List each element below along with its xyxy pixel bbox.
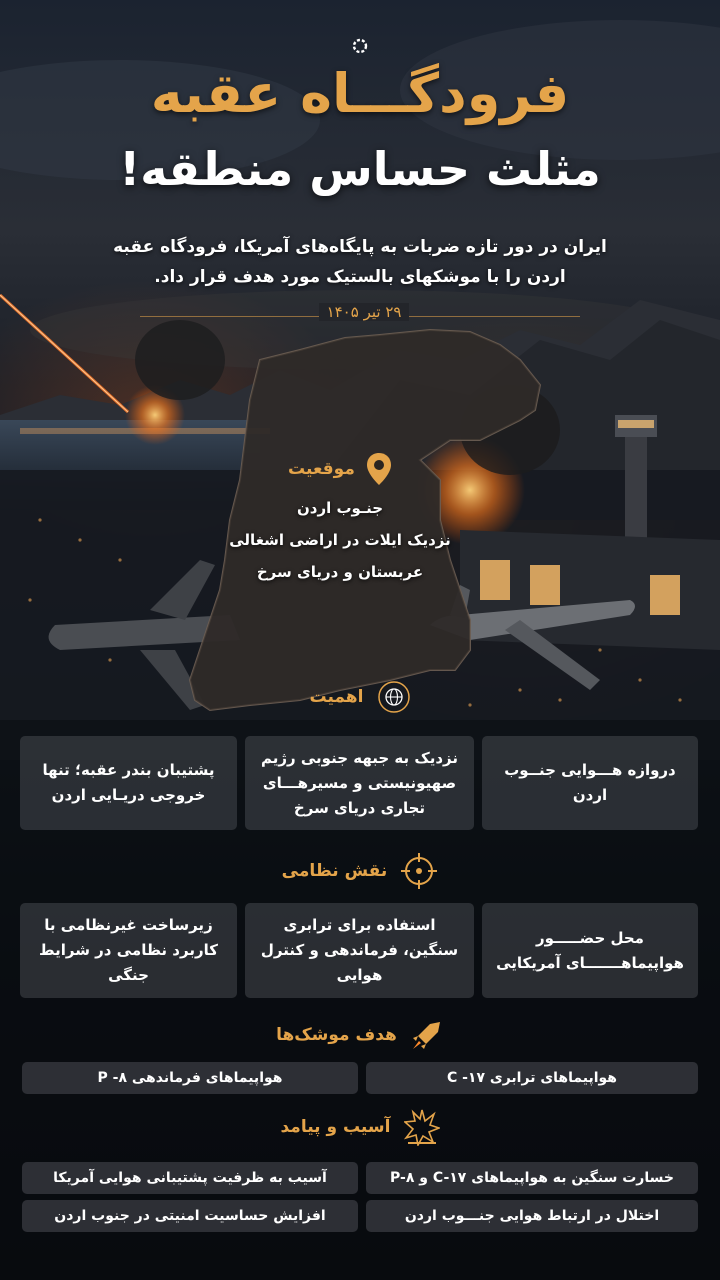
damage-item: خسارت سنگین به هواپیماهای C-۱۷ و P-۸ [366,1162,698,1194]
missile-icon [410,1018,444,1052]
targets-title: هدف موشک‌ها [276,1025,397,1045]
globe-icon [377,680,411,714]
target-item: هواپیماهای فرماندهی ۸- P [22,1062,358,1094]
damage-item: اختلال در ارتباط هوایی جنـــوب اردن [366,1200,698,1232]
damage-title: آسیب و پیامد [280,1117,391,1137]
location-line: جنـوب اردن [296,499,384,517]
targets-header [0,1018,720,1052]
location-title: موقعیت [288,459,355,479]
location-pin-icon [366,452,392,486]
page-title: فرودگـــاه عقبه [150,62,570,125]
damage-item: افزایش حساسیت امنیتی در جنوب اردن [22,1200,358,1232]
location-line: نزدیک ایلات در اراضی اشغالی [229,531,451,549]
target-item: هواپیماهای ترابری C -۱۷ [366,1062,698,1094]
military-card: استفاده برای ترابری سنگین، فرماندهی و کنترل هوایی [245,903,474,998]
intro-text: ایران در دور تازه ضربات به پایگاه‌های آمریکا، فرودگاه عقبه اردن را با موشکهای بالستیک مورد هدف قرار داد. [113,237,607,287]
military-header [0,852,720,890]
logo-icon [352,38,368,54]
importance-card: پشتیبان بندر عقبه؛ تنها خروجی دریـایی اردن [20,736,237,830]
location-section [190,452,490,588]
location-header [190,452,490,486]
date-label [310,303,418,321]
importance-card: نزدیک به جبهه جنوبی رژیم صهیونیستی و مسیرهـــای تجاری دریای سرخ [245,736,474,830]
damage-header [0,1108,720,1146]
date-text: ۲۹ تیر ۱۴۰۵ [319,303,410,321]
military-card: زیرساخت غیرنظامی با کاربرد نظامی در شرایط جنگی [20,903,237,998]
location-line: عربستان و دریای سرخ [256,563,424,581]
importance-title: اهمیت [309,687,364,707]
crosshair-icon [400,852,438,890]
explosion-icon [404,1108,440,1146]
damage-item: آسیب به ظرفیت پشتیبانی هوایی آمریکا [22,1162,358,1194]
military-card: محل حضـــــور هواپیماهـــــــای آمریکایی [482,903,698,998]
military-title: نقش نظامی [281,861,388,881]
importance-card: دروازه هـــوایی جنــوب اردن [482,736,698,830]
page-subtitle: مثلث حساس منطقه! [119,142,601,196]
importance-header [0,680,720,714]
